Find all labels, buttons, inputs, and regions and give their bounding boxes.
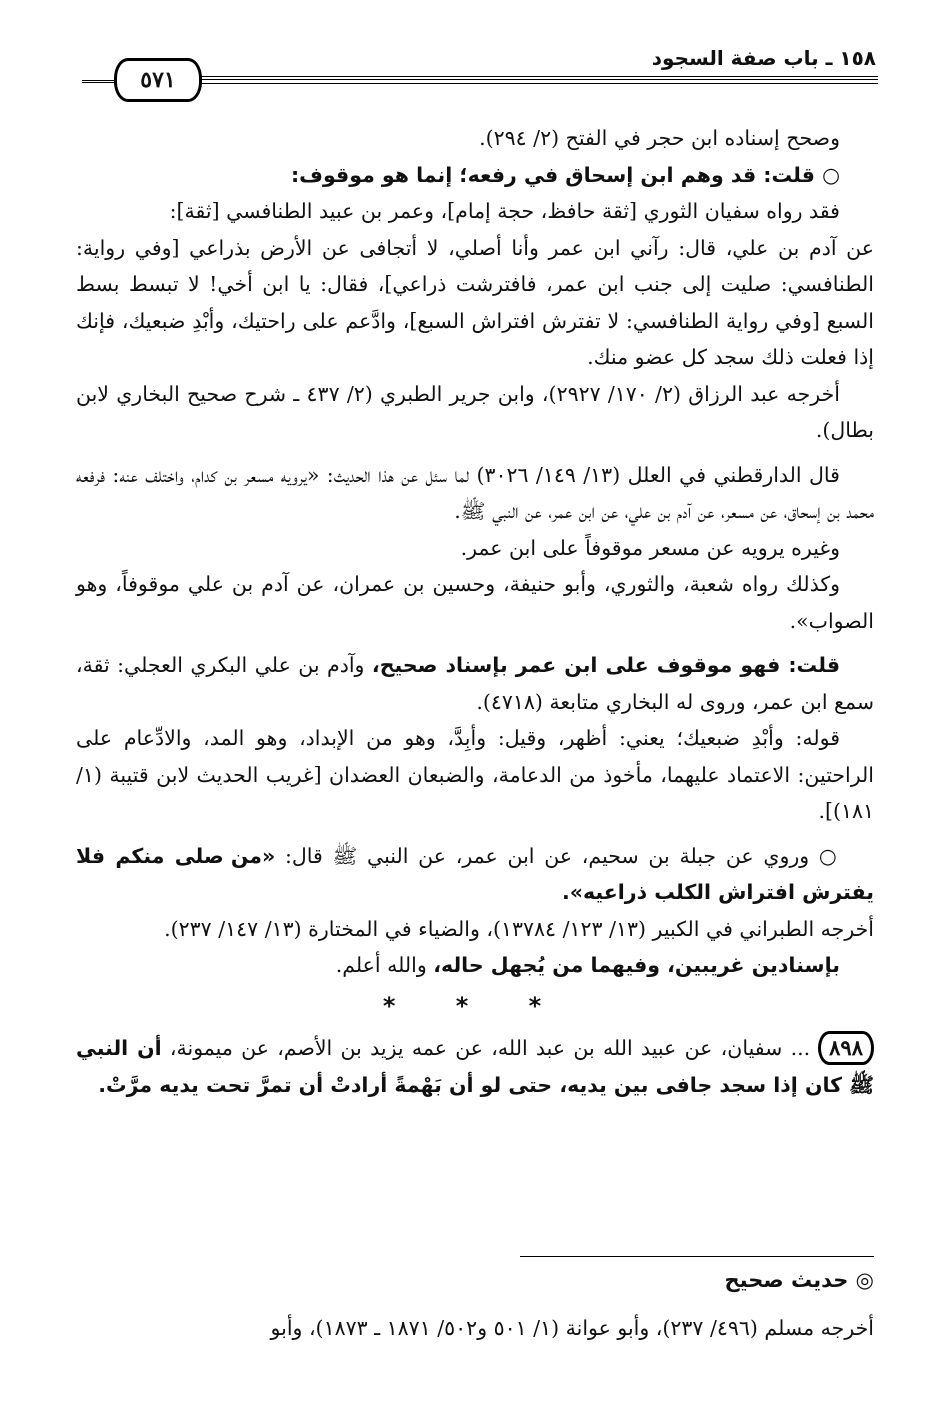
- paragraph: وغيره يرويه عن مسعر موقوفاً على ابن عمر.: [460, 535, 840, 560]
- paragraph: قال الدارقطني في العلل (١٣/ ١٤٩/ ٣٠٢٦) لما سئل عن هذا الحديث: «يرويه مسعر بن كدام، واختلف عنه: فرفعه محمد بن إسحاق، عن مسعر، عن آدم بن علي، عن ابن عمر، عن النبي ﷺ.: [76, 462, 874, 523]
- paragraph: فقد رواه سفيان الثوري [ثقة حافظ، حجة إمام]، وعمر بن عبيد الطنافسي [ثقة]:: [169, 199, 840, 223]
- section-separator: * * *: [382, 991, 568, 1020]
- author-note: قلت: فهو موقوف على ابن عمر بإسناد صحيح،: [371, 653, 841, 677]
- paragraph: [76, 157, 874, 194]
- paragraph: [76, 838, 874, 911]
- paragraph: أخرجه الطبراني في الكبير (١٣/ ١٢٣/ ١٣٧٨٤)، والضياء في المختارة (١٣/ ١٤٧/ ٢٣٧).: [164, 916, 874, 941]
- hadith-text: أن النبي ﷺ كان إذا سجد جافى بين يديه، حتى لو أن بَهْمةً أرادتْ أن تمرَّ تحت يديه مرَّتْ.: [76, 1036, 874, 1097]
- running-title: ١٥٨ ـ باب صفة السجود: [651, 46, 876, 70]
- paragraph-text: وآدم بن علي البكري العجلي: ثقة، سمع ابن عمر، وروى له البخاري متابعة (٤٧١٨).: [76, 653, 874, 714]
- hadith-number: ٨٩٨: [818, 1031, 874, 1065]
- footnote-text: أخرجه مسلم (٤٩٦/ ٢٣٧)، وأبو عوانة (١/ ٥٠١ و٥٠٢/ ١٨٧١ ـ ١٨٧٣)، وأبو: [270, 1316, 874, 1340]
- author-note: بإسنادين غريبين، وفيهما من يُجهل حاله،: [433, 953, 840, 977]
- page-header: [0, 0, 938, 120]
- paragraph: أخرجه عبد الرزاق (٢/ ١٧٠/ ٢٩٢٧)، وابن جرير الطبري (٢/ ٤٣٧ ـ شرح صحيح البخاري لابن بطال).: [76, 381, 874, 442]
- hadith-text: «من صلى منكم فلا يفترش افتراش الكلب ذراعيه».: [76, 843, 874, 904]
- hadith-grade: ◎ حديث صحيح: [724, 1268, 874, 1292]
- paragraph-text: والله أعلم.: [335, 953, 434, 977]
- paragraph: [76, 647, 874, 720]
- paragraph-text: ○ وروي عن جبلة بن سحيم، عن ابن عمر، عن النبي ﷺ قال:: [275, 843, 840, 868]
- paragraph: عن آدم بن علي، قال: رآني ابن عمر وأنا أصلي، لا أتجافى عن الأرض بذراعي [وفي رواية: الطنافسي: صليت إلى جنب ابن عمر، فافترشت ذراعي]، فقال: يا ابن أخي! لا تبسط بسط السبع [وفي رواية الطنافسي: لا تفترش افتراش السبع]، وادَّعم على راحتيك، وأبْدِ ضبعيك، فإنك إذا فعلت ذلك سجد كل عضو منك.: [76, 235, 874, 369]
- page-number: ٥٧١: [114, 58, 202, 102]
- paragraph: وصحح إسناده ابن حجر في الفتح (٢/ ٢٩٤).: [479, 126, 840, 150]
- header-left-rule: [82, 80, 116, 86]
- paragraph: [76, 947, 874, 984]
- hadith-paragraph: [76, 1030, 874, 1103]
- author-note: ○ قلت: قد وهم ابن إسحاق في رفعه؛ إنما هو موقوف:: [290, 162, 840, 187]
- paragraph: وكذلك رواه شعبة، والثوري، وأبو حنيفة، وحسين بن عمران، عن آدم بن علي موقوفاً، وهو الصواب».: [76, 572, 874, 633]
- paragraph: قوله: وأبْدِ ضبعيك؛ يعني: أظهر، وقيل: وأبِدَّ، وهو من الإبداد، وهو المد، والادِّعام على الراحتين: الاعتماد عليهما، مأخوذ من الدعامة، والضبعان العضدان [غريب الحديث لابن قتيبة (١/ ١٨١)].: [76, 726, 874, 823]
- footnote-rule: [520, 1256, 874, 1257]
- main-text: [76, 120, 874, 1103]
- header-rule: [198, 76, 878, 84]
- paragraph-text: ... سفيان، عن عبيد الله بن عبد الله، عن عمه يزيد بن الأصم، عن ميمونة،: [161, 1036, 811, 1060]
